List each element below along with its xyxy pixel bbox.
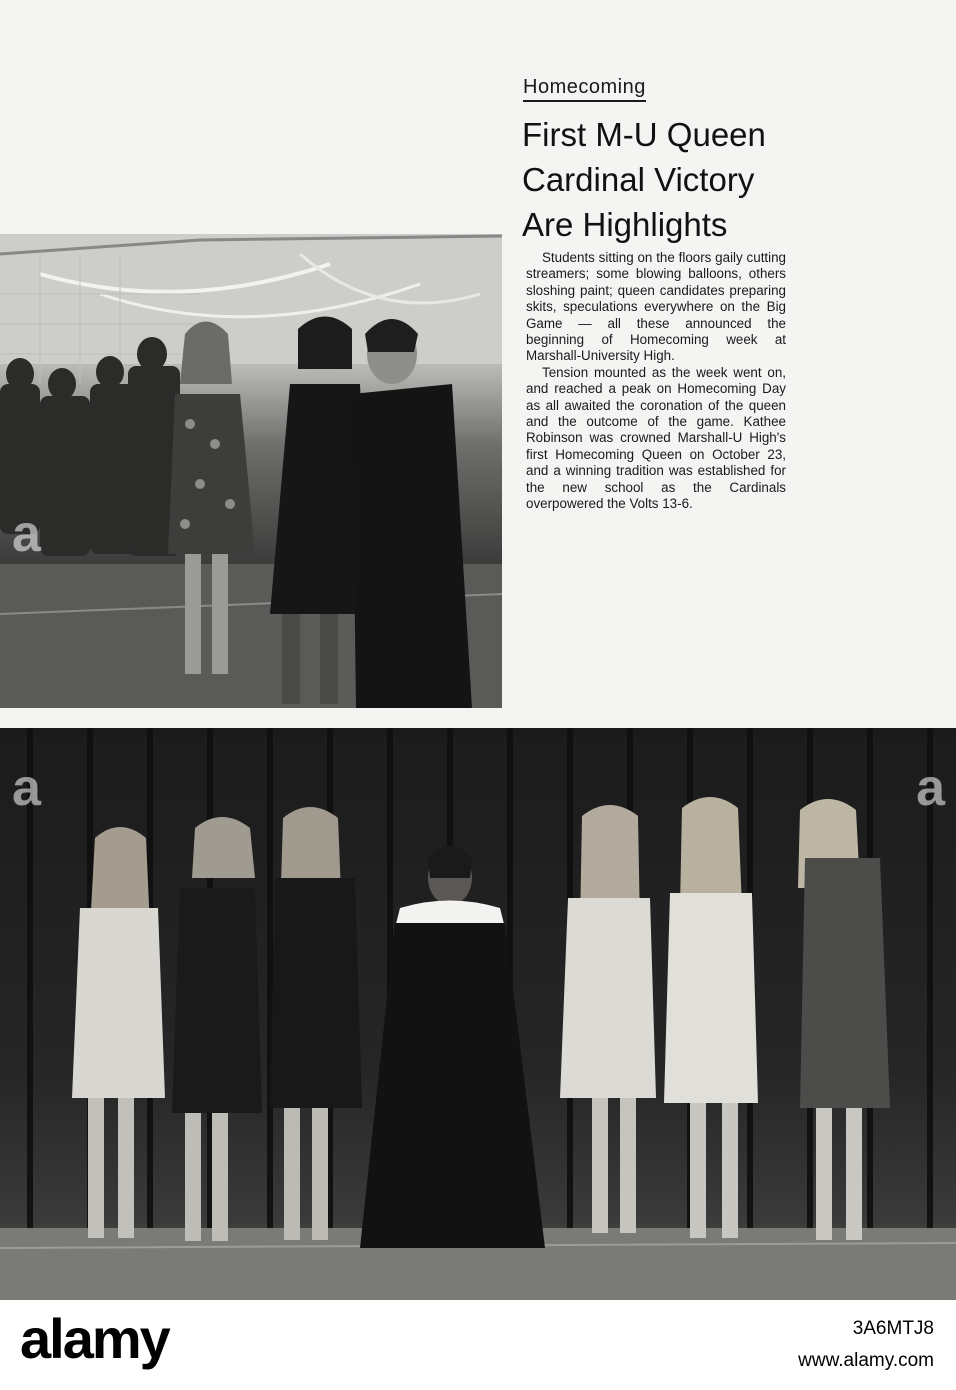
paragraph-2: Tension mounted as the week went on, and reached a peak on Homecoming Day as all awaited the coronation of the queen and the outcome of the game. Kathee Robinson was crowned Marshall-U High's first Homecoming Queen on October 23, and a winning tradition was established for the new school as the Cardinals overpowered the Volts 13-6. [526, 364, 786, 512]
headline-line-3: Are Highlights [522, 206, 728, 243]
photo-homecoming-court [0, 728, 956, 1300]
gym-scene-illustration [0, 234, 502, 708]
headline-line-1: First M-U Queen [522, 116, 766, 153]
image-id: 3A6MTJ8 [852, 1318, 934, 1339]
watermark-mark-left-2: a [12, 759, 40, 817]
section-label: Homecoming [523, 76, 646, 102]
headline [522, 112, 942, 247]
site-url: www.alamy.com [798, 1350, 934, 1371]
watermark-mark-right: a [916, 759, 944, 817]
headline-line-2: Cardinal Victory [522, 161, 755, 198]
paragraph-1: Students sitting on the floors gaily cutting streamers; some blowing balloons, others sloshing paint; queen candidates preparing skits, speculations everywhere on the Big Game — all these announced the beginning of Homecoming week at Marshall-University High. [526, 250, 786, 364]
court-scene-illustration [0, 728, 956, 1300]
watermark-mark-left: a [12, 505, 40, 563]
alamy-logo: alamy [20, 1307, 169, 1370]
photo-gym-decorating [0, 234, 502, 708]
article-body [526, 250, 786, 513]
